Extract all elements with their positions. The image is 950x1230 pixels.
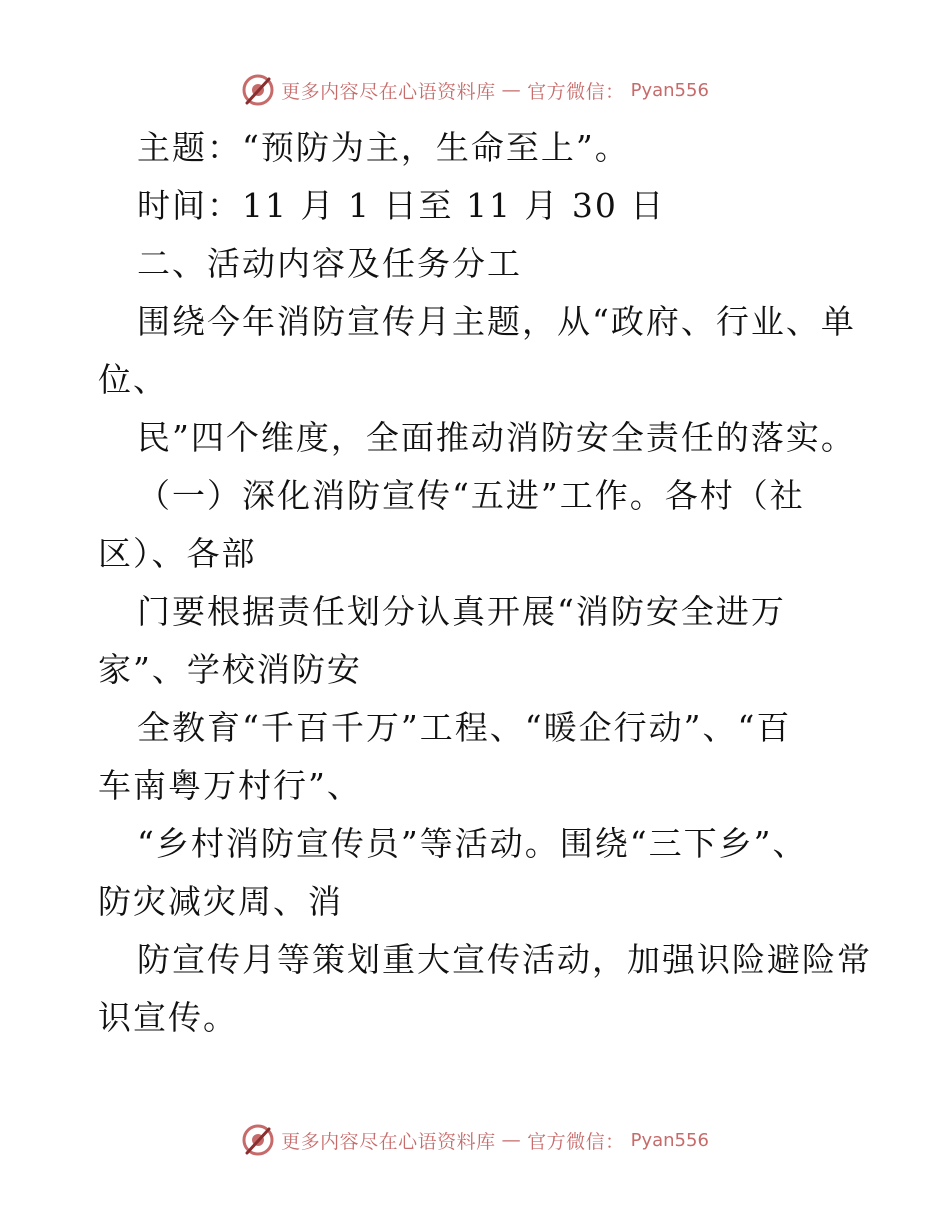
paragraph-line: 民”四个维度，全面推动消防安全责任的落实。 — [137, 418, 856, 457]
paragraph-line: 位、 — [98, 360, 168, 399]
paragraph-line: 时间：11 月 1 日至 11 月 30 日 — [137, 186, 666, 225]
paragraph-line: 主题：“预防为主，生命至上”。 — [137, 128, 630, 167]
paragraph-line: 区）、各部 — [98, 534, 257, 573]
watermark-site-text: 更多内容尽在心语资料库 — [281, 1130, 496, 1153]
watermark-wechat-label: 官方微信： — [527, 1130, 625, 1153]
watermark-site-text: 更多内容尽在心语资料库 — [281, 80, 496, 103]
paragraph-line: 防宣传月等策划重大宣传活动，加强识险避险常 — [137, 940, 872, 979]
paragraph-line: 围绕今年消防宣传月主题，从“政府、行业、单 — [137, 302, 856, 341]
paragraph-line: “乡村消防宣传员”等活动。围绕“三下乡”、 — [137, 824, 808, 863]
watermark-header — [0, 70, 950, 110]
watermark-dash: — — [501, 1129, 522, 1151]
watermark-wechat-label: 官方微信： — [527, 80, 625, 103]
paragraph-line: 防灾减灾周、消 — [98, 882, 343, 921]
pen-logo-icon — [241, 73, 275, 107]
section-heading: 二、活动内容及任务分工 — [137, 244, 522, 283]
pen-logo-icon — [241, 1123, 275, 1157]
watermark-footer — [0, 1120, 950, 1160]
paragraph-line: 全教育“千百千万”工程、“暖企行动”、“百 — [137, 708, 792, 747]
watermark-wechat-id: Pyan556 — [630, 79, 709, 101]
paragraph-line: （一）深化消防宣传“五进”工作。各村（社 — [137, 476, 805, 515]
paragraph-line: 识宣传。 — [98, 998, 238, 1037]
paragraph-line: 门要根据责任划分认真开展“消防安全进万 — [137, 592, 786, 631]
paragraph-line: 家”、学校消防安 — [98, 650, 362, 689]
paragraph-line: 车南粤万村行”、 — [98, 766, 362, 805]
watermark-dash: — — [501, 79, 522, 101]
watermark-wechat-id: Pyan556 — [630, 1129, 709, 1151]
